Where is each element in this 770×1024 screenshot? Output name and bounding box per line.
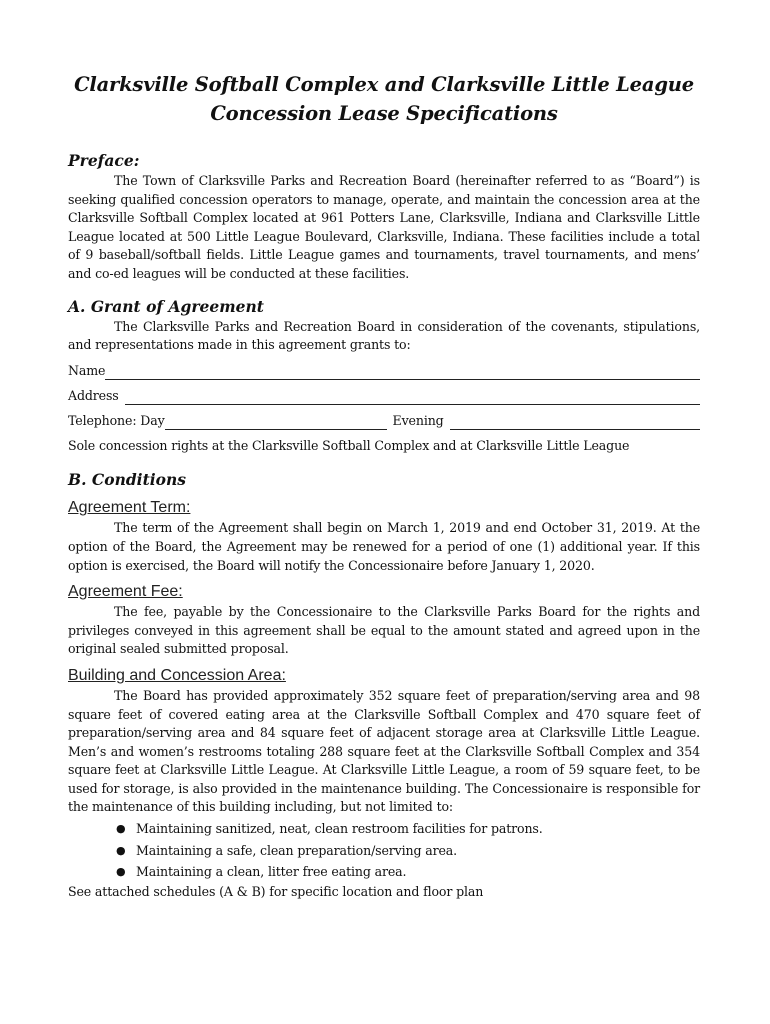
- document-title: [68, 70, 700, 128]
- building-area-text: The Board has provided approximately 352 square feet of preparation/serving area and 98 square feet of covered eating area at the Clarksville Softball Complex and 470 square feet of preparation/serving area and 84 square feet of adjacent storage area at Clarksville Little League. Men’s and women’s restrooms totaling 288 square feet at the Clarksville Softball Complex and 354 square feet at Clarksville Little League. At Clarksville Little League, a room of 59 square feet, to be used for storage, is also provided in the maintenance building. The Concessionaire is responsible for the maintenance of this building including, but not limited to:: [68, 687, 700, 815]
- list-item-text: Maintaining sanitized, neat, clean restroom facilities for patrons.: [136, 821, 543, 837]
- address-field-row: [68, 387, 700, 405]
- list-item: [116, 818, 700, 840]
- agreement-fee-heading: Agreement Fee:: [68, 583, 183, 601]
- list-item-text: Maintaining a clean, litter free eating area.: [136, 864, 407, 880]
- preface-text: The Town of Clarksville Parks and Recreation Board (hereinafter referred to as “Board”) is seeking qualified concession operators to manage, operate, and maintain the concession area at the Clarksville Softball Complex located at 961 Potters Lane, Clarksville, Indiana and Clarksville Little League located at 500 Little League Boulevard, Clarksville, Indiana. These facilities include a total of 9 baseball/softball fields. Little League games and tournaments, travel tournaments, and mens’ and co-ed leagues will be conducted at these facilities.: [68, 173, 700, 281]
- agreement-fee-text: The fee, payable by the Concessionaire to the Clarksville Parks Board for the rights and privileges conveyed in this agreement shall be equal to the amount stated and agreed upon in the original sealed submitted proposal.: [68, 604, 700, 657]
- list-item: [116, 861, 700, 883]
- bullet-icon: ●: [116, 843, 126, 857]
- sole-rights-text: Sole concession rights at the Clarksville Softball Complex and at Clarksville Little League: [68, 437, 630, 453]
- list-item: [116, 840, 700, 862]
- schedules-note: See attached schedules (A & B) for specific location and floor plan: [68, 883, 484, 899]
- building-area-heading: Building and Concession Area:: [68, 666, 286, 684]
- list-item-text: Maintaining a safe, clean preparation/serving area.: [136, 842, 457, 858]
- address-label: Address: [68, 387, 119, 403]
- title-line-1: Clarksville Softball Complex and Clarksville Little League: [74, 73, 694, 96]
- agreement-term-text: The term of the Agreement shall begin on March 1, 2019 and end October 31, 2019. At the option of the Board, the Agreement may be renewed for a period of one (1) additional year. If this option is exercised, the Board will notify the Concessionaire before January 1, 2020.: [68, 520, 700, 573]
- agreement-term-heading: Agreement Term:: [68, 499, 191, 517]
- name-label: Name: [68, 362, 106, 378]
- bullet-icon: ●: [116, 822, 126, 836]
- document-page: [68, 70, 700, 901]
- telephone-field-row: [68, 412, 700, 430]
- name-blank-line[interactable]: [105, 365, 700, 380]
- conditions-heading: B. Conditions: [68, 470, 186, 490]
- day-phone-blank-line[interactable]: [165, 415, 387, 430]
- grant-heading: A. Grant of Agreement: [68, 296, 264, 316]
- name-field-row: [68, 362, 700, 380]
- maintenance-list: [68, 818, 700, 883]
- address-blank-line[interactable]: [125, 390, 700, 405]
- title-line-2: Concession Lease Specifications: [210, 102, 558, 125]
- preface-heading: Preface:: [68, 151, 140, 170]
- evening-label: Evening: [392, 412, 444, 428]
- evening-phone-blank-line[interactable]: [450, 415, 700, 430]
- telephone-day-label: Telephone: Day: [68, 412, 165, 428]
- grant-text: The Clarksville Parks and Recreation Board in consideration of the covenants, stipulations, and representations made in this agreement grants to:: [68, 318, 700, 353]
- bullet-icon: ●: [116, 865, 126, 879]
